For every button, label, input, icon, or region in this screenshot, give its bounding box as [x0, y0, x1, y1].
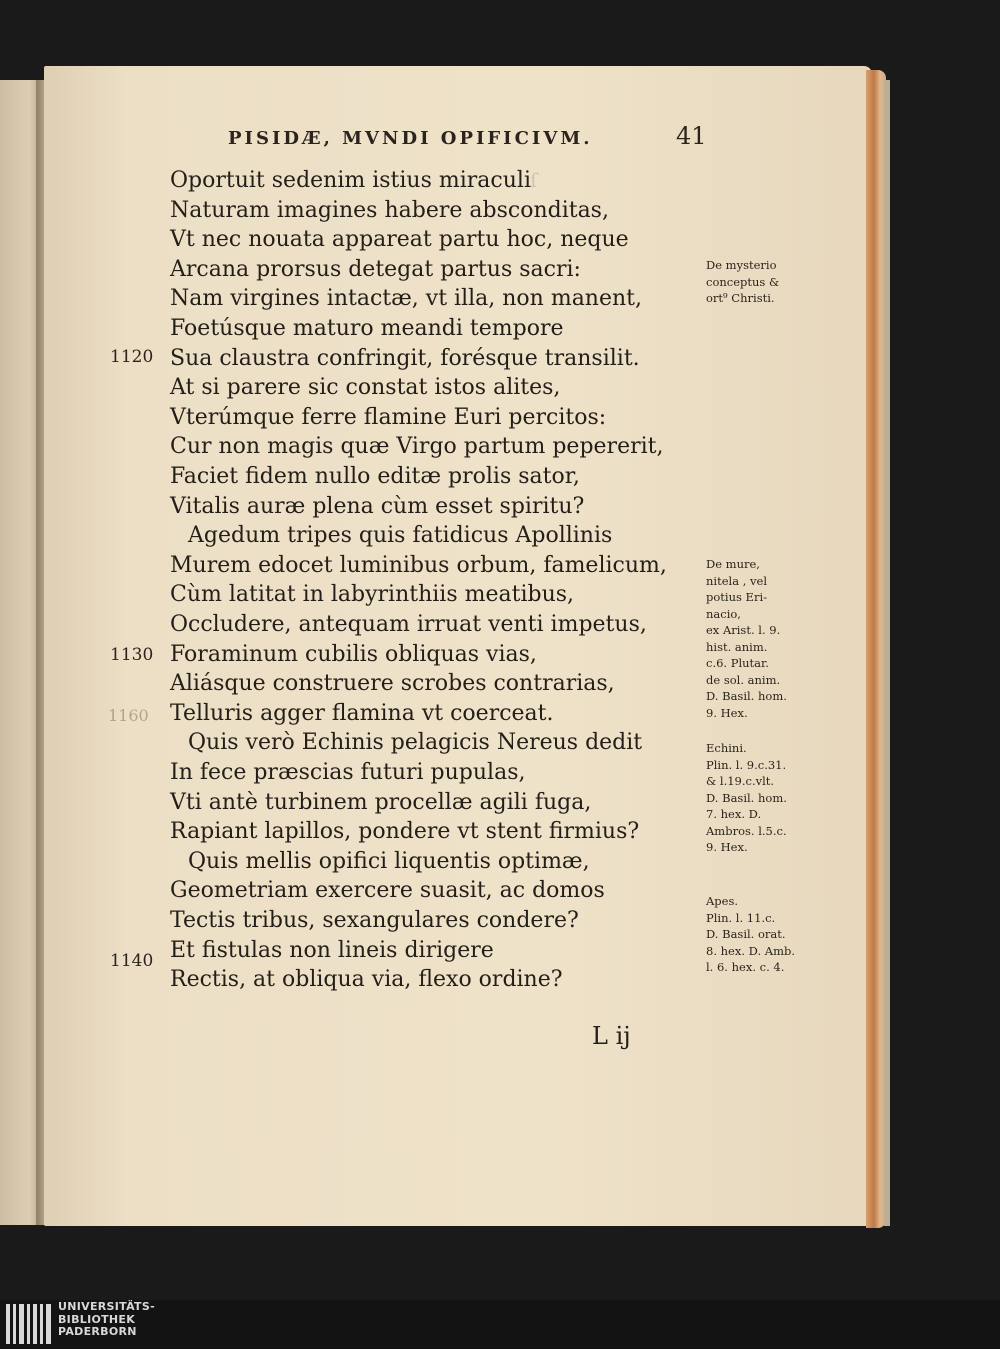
- marginal-note-line: potius Eri-: [706, 590, 768, 604]
- marginal-note-line: 9. Hex.: [706, 840, 748, 854]
- marginal-note-line: Ambros. l.5.c.: [706, 823, 787, 838]
- left-page-number-2: 1160: [108, 706, 149, 725]
- line-number-1120: 1120: [110, 347, 154, 367]
- marginal-note-line: Plin. l. 11.c.: [706, 910, 776, 925]
- marginal-note-line: ex Arist. l. 9.: [706, 623, 781, 637]
- marginal-note-line: & l.19.c.vlt.: [706, 774, 775, 788]
- verse-line: Vt nec nouata appareat partu hoc, neque: [170, 227, 629, 253]
- marginal-note-line: ort⁹ Christi.: [706, 291, 775, 305]
- page-number: 41: [676, 122, 707, 150]
- verse-line: Occludere, antequam irruat venti impetus,: [170, 612, 647, 637]
- signature-mark: L ij: [592, 1022, 631, 1050]
- marginal-note-line: D. Basil. orat.: [706, 927, 786, 941]
- library-name: [58, 1301, 155, 1339]
- verse-line: Faciet fidem nullo editæ prolis sator,: [170, 464, 580, 489]
- marginal-note-line: 8. hex. D. Amb.: [706, 943, 795, 958]
- verse-line: Agedum tripes quis fatidicus Apollinis: [188, 523, 613, 549]
- verse-line: Sua claustra confringit, forésque transilit.: [170, 345, 640, 371]
- line-number-1140: 1140: [110, 951, 154, 971]
- verse-line: Et fistulas non lineis dirigere: [170, 937, 494, 963]
- marginal-note-line: c.6. Plutar.: [706, 656, 769, 670]
- verse-line: Rectis, at obliqua via, flexo ordine?: [170, 967, 563, 993]
- verse-line: Cùm latitat in labyrinthiis meatibus,: [170, 582, 575, 608]
- library-name-line-1: UNIVERSITÄTS-: [58, 1300, 155, 1313]
- marginal-note-line: nacio,: [706, 606, 741, 621]
- verse-line: Vitalis auræ plena cùm esset spiritu?: [170, 493, 585, 519]
- verse-line: Telluris agger flamina vt coerceat.: [170, 700, 554, 726]
- library-logo-icon: [6, 1304, 52, 1344]
- marginal-note-line: D. Basil. hom.: [706, 790, 787, 805]
- verse-line: Geometriam exercere suasit, ac domos: [170, 878, 605, 904]
- verse-line: Rapiant lapillos, pondere vt stent firmius?: [170, 819, 640, 845]
- scan-image: ſ PISIDÆ, MVNDI OPIFICIVM. 41 Oportuit sedenim istius miraculi Naturam imagines habere absconditas, Vt nec nouata appareat partu hoc, neque Arcana prorsus detegat partus sacri: Nam virgines intactæ, vt illa, non manent, Foetúsque maturo meandi tempore Sua claustra confringit, forésque transilit. At si parere sic constat istos alites, Vterúmque ferre flamine Euri percitos: Cur non magis quæ Virgo partum pepererit, Faciet fidem nullo editæ prolis sator, Vitalis auræ plena cùm esset spiritu? Agedum tripes quis fatidicus Apollinis Murem edocet luminibus orbum, famelicum, Cùm latitat in labyrinthiis meatibus, Occludere, antequam irruat venti impetus, Foraminum cubilis obliquas vias, Aliásque construere scrobes contrarias, Telluris agger flamina vt coerceat. Quis verò Echinis pelagicis Nereus dedit In fece præscias futuri pupulas, Vti antè turbinem procellæ agili fuga, Rapiant lapillos, pondere vt stent firmius? Quis mellis opifici liquentis optimæ, Geometriam exercere suasit, ac domos Tectis tribus, sexangulares condere? Et fistulas non lineis dirigere Rectis, at obliqua via, flexo ordine? 1120 1130 1140 1160 De mysterio conceptus & ort⁹ Christi. De mure, nitela , vel potius Eri- nacio, ex Arist. l. 9. hist. anim. c.6. Plutar. de sol. anim. D. Basil. hom. 9. Hex. Echini. Plin. l. 9.c.31. & l.19.c.vlt. D. Basil. hom. 7. hex. D. Ambros. l.5.c. 9. Hex. Apes. Plin. l. 11.c. D. Basil. orat. 8. hex. D. Amb. l. 6. hex. c. 4. L ij: [0, 0, 1000, 1300]
- verse-line: Vti antè turbinem procellæ agili fuga,: [170, 789, 592, 815]
- verse-line: Murem edocet luminibus orbum, famelicum,: [170, 552, 667, 578]
- marginal-note-line: nitela , vel: [706, 573, 767, 588]
- verse-line: At si parere sic constat istos alites,: [170, 375, 561, 401]
- marginal-note-line: Apes.: [706, 894, 739, 908]
- library-name-line-3: PADERBORN: [58, 1325, 137, 1338]
- marginal-note-line: Echini.: [706, 741, 747, 755]
- verse-line: Quis mellis opifici liquentis optimæ,: [188, 848, 590, 874]
- verse-line: Foetúsque maturo meandi tempore: [170, 316, 564, 341]
- marginal-note-apes: [706, 893, 802, 976]
- marginal-note-line: De mure,: [706, 557, 760, 571]
- marginal-note-line: De mysterio: [706, 258, 777, 272]
- marginal-note-line: 7. hex. D.: [706, 807, 762, 821]
- marginal-note-line: 9. Hex.: [706, 705, 748, 720]
- marginal-note-echini: [706, 740, 802, 856]
- verse-line: In fece præscias futuri pupulas,: [170, 760, 526, 785]
- page-edge: [866, 70, 886, 1228]
- marginal-note-line: conceptus &: [706, 274, 780, 289]
- verse-line: Oportuit sedenim istius miraculi: [170, 168, 531, 193]
- verse-line: Nam virgines intactæ, vt illa, non manent,: [170, 286, 643, 312]
- marginal-note-mysterio: [706, 257, 802, 307]
- line-number-1130: 1130: [110, 645, 154, 665]
- marginal-note-line: Plin. l. 9.c.31.: [706, 757, 787, 772]
- verse-line: Cur non magis quæ Virgo partum pepererit,: [170, 434, 664, 460]
- library-name-line-2: BIBLIOTHEK: [58, 1312, 136, 1326]
- running-title: PISIDÆ, MVNDI OPIFICIVM.: [228, 128, 593, 149]
- marginal-note-line: de sol. anim.: [706, 672, 781, 687]
- marginal-note-mure: [706, 556, 802, 721]
- verse-line: Foraminum cubilis obliquas vias,: [170, 641, 537, 667]
- verse-line: Aliásque construere scrobes contrarias,: [170, 671, 615, 697]
- verse-line: Vterúmque ferre flamine Euri percitos:: [170, 404, 607, 430]
- verse-line: Arcana prorsus detegat partus sacri:: [170, 256, 581, 282]
- verse-line: Naturam imagines habere absconditas,: [170, 197, 609, 223]
- marginal-note-line: l. 6. hex. c. 4.: [706, 960, 785, 974]
- verse-line: Quis verò Echinis pelagicis Nereus dedit: [188, 730, 643, 756]
- marginal-note-line: D. Basil. hom.: [706, 689, 787, 703]
- marginal-note-line: hist. anim.: [706, 639, 768, 654]
- verse-line: Tectis tribus, sexangulares condere?: [170, 908, 579, 933]
- page-edge-inner: [884, 80, 890, 1226]
